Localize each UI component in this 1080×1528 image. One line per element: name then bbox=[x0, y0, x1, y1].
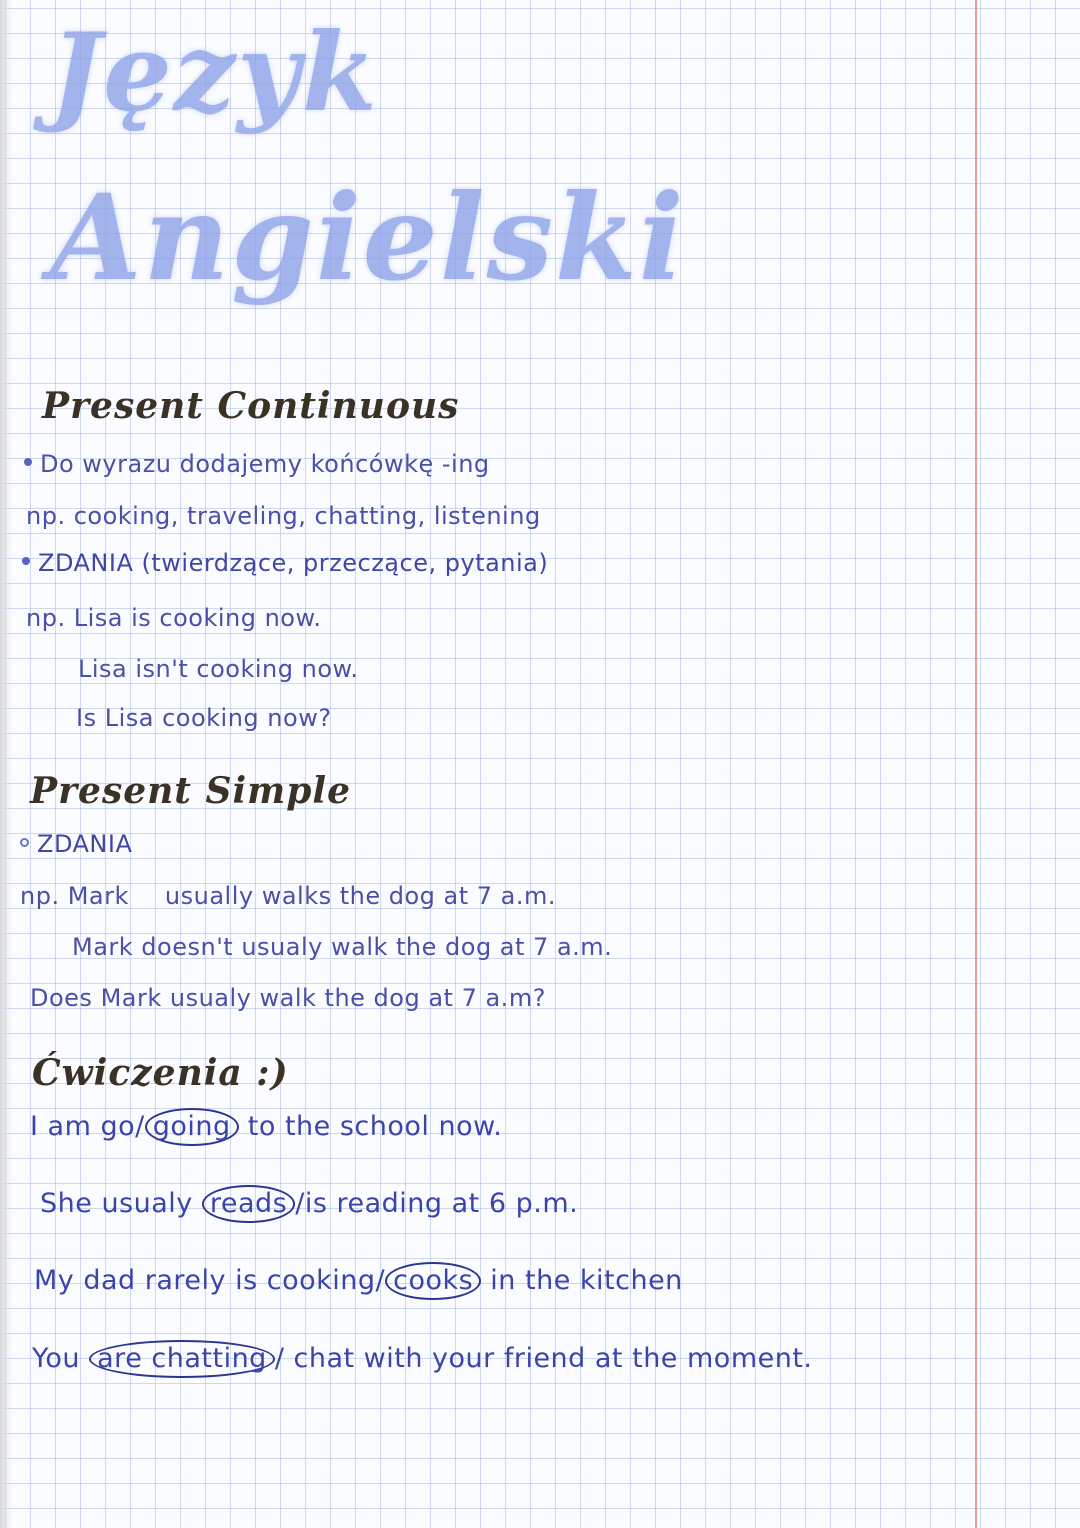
bullet-icon bbox=[24, 458, 32, 466]
exercise-2-before: She usualy bbox=[40, 1188, 193, 1219]
margin-line bbox=[975, 0, 977, 1528]
present-continuous-heading: Present Continuous bbox=[42, 385, 460, 427]
exercise-2-after: /is reading at 6 p.m. bbox=[295, 1188, 579, 1219]
exercise-3-answer-circle: cooks bbox=[385, 1262, 481, 1300]
exercise-4-after: / chat with your friend at the moment. bbox=[274, 1343, 813, 1374]
exercise-1-answer-circle: going bbox=[145, 1108, 239, 1146]
ps-sentence-positive-rest: usually walks the dog at 7 a.m. bbox=[164, 882, 557, 910]
exercise-item-4 bbox=[32, 1340, 813, 1378]
pc-sentences-label-text: ZDANIA (twierdzące, przeczące, pytania) bbox=[38, 549, 549, 577]
ps-sentence-positive bbox=[20, 882, 556, 910]
present-simple-heading: Present Simple bbox=[30, 770, 351, 812]
pc-examples: np. cooking, traveling, chatting, listening bbox=[26, 502, 541, 530]
exercise-item-2 bbox=[40, 1185, 578, 1223]
exercise-4-before: You bbox=[32, 1343, 81, 1374]
notebook-left-edge bbox=[0, 0, 12, 1528]
pc-rule bbox=[24, 450, 490, 478]
bullet-icon bbox=[20, 838, 29, 847]
exercise-4-answer-circle: are chatting bbox=[89, 1340, 275, 1378]
page-title-line1: Język bbox=[50, 10, 379, 136]
exercise-2-answer-circle: reads bbox=[202, 1185, 295, 1223]
pc-sentence-question: Is Lisa cooking now? bbox=[76, 704, 332, 732]
pc-sentence-positive: np. Lisa is cooking now. bbox=[26, 604, 322, 632]
pc-sentence-negative: Lisa isn't cooking now. bbox=[78, 655, 359, 683]
ps-sentence-question: Does Mark usualy walk the dog at 7 a.m? bbox=[30, 984, 546, 1012]
page-title-line2: Angielski bbox=[50, 168, 686, 307]
exercise-item-1 bbox=[30, 1108, 502, 1146]
exercise-3-after: in the kitchen bbox=[490, 1265, 683, 1296]
exercise-item-3 bbox=[34, 1262, 683, 1300]
exercise-1-after: to the school now. bbox=[247, 1111, 503, 1142]
exercise-3-before: My dad rarely is cooking/ bbox=[34, 1265, 386, 1296]
pc-sentences-label bbox=[22, 549, 548, 577]
exercise-1-before: I am go/ bbox=[30, 1111, 145, 1142]
exercises-heading: Ćwiczenia :) bbox=[32, 1052, 289, 1094]
ps-sentence-positive-prefix: np. Mark bbox=[20, 882, 129, 910]
ps-sentences-label-text: ZDANIA bbox=[37, 830, 133, 858]
pc-rule-text: Do wyrazu dodajemy końcówkę -ing bbox=[40, 450, 490, 478]
ps-sentences-label bbox=[20, 830, 132, 858]
bullet-icon bbox=[22, 557, 30, 565]
ps-sentence-negative: Mark doesn't usualy walk the dog at 7 a.m. bbox=[72, 933, 613, 961]
